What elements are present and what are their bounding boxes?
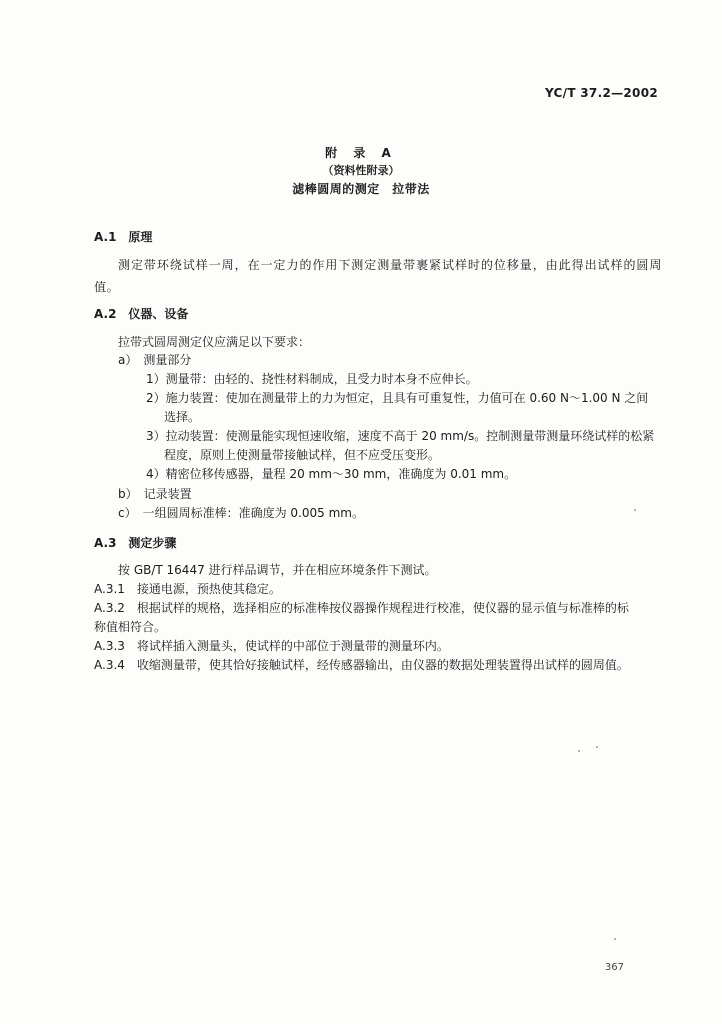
section-heading-a1: A.1 原理: [94, 230, 153, 244]
scan-speck: [596, 746, 598, 748]
step-a3-3: A.3.3 将试样插入测量头，使试样的中部位于测量带的测量环内。: [94, 639, 449, 653]
appendix-subject: 滤棒圆周的测定 拉带法: [292, 182, 430, 196]
scan-speck: [614, 938, 616, 940]
appendix-title: 附 录 A: [325, 146, 397, 160]
list-item-a3: 3）拉动装置：使测量能实现恒速收缩，速度不高于 20 mm/s。控制测量带测量环绕试样的松紧: [146, 429, 655, 443]
section-intro-a2: 拉带式圆周测定仪应满足以下要求：: [118, 335, 311, 349]
step-a3-2: A.3.2 根据试样的规格，选择相应的标准棒按仪器操作规程进行校准，使仪器的显示值与标准棒的标: [94, 601, 629, 615]
step-a3-1: A.3.1 接通电源，预热使其稳定。: [94, 582, 281, 596]
step-a3-4: A.3.4 收缩测量带，使其恰好接触试样，经传感器输出，由仪器的数据处理装置得出试样的圆周值。: [94, 658, 629, 672]
list-item-a2: 2）施力装置：使加在测量带上的力为恒定，且具有可重复性，力值可在 0.60 N～1.00 N 之间: [146, 391, 649, 405]
section-heading-a3: A.3 测定步骤: [94, 536, 177, 550]
list-item-a: a） 测量部分: [118, 353, 192, 367]
scan-speck: [578, 750, 580, 752]
section-heading-a2: A.2 仪器、设备: [94, 307, 189, 321]
scan-speck: [634, 509, 636, 511]
list-item-c: c） 一组圆周标准棒：准确度为 0.005 mm。: [118, 506, 364, 520]
list-item-a4: 4）精密位移传感器，量程 20 mm～30 mm，准确度为 0.01 mm。: [146, 467, 517, 481]
page-number: 367: [604, 962, 624, 973]
list-item-a1: 1）测量带：由轻的、挠性材料制成，且受力时本身不应伸长。: [146, 372, 478, 386]
section-intro-a3: 按 GB/T 16447 进行样品调节，并在相应环境条件下测试。: [118, 563, 437, 577]
list-item-a2-cont: 选择。: [164, 410, 201, 424]
list-item-b: b） 记录装置: [118, 487, 192, 501]
appendix-note: （资料性附录）: [322, 164, 400, 177]
step-a3-2-cont: 称值相符合。: [94, 620, 167, 634]
list-item-a3-cont: 程度，原则上使测量带接触试样，但不应受压变形。: [164, 448, 441, 462]
standard-number: YC/T 37.2—2002: [544, 86, 658, 100]
section-text-a1: 测定带环绕试样一周，在一定力的作用下测定测量带裹紧试样时的位移量，由此得出试样的圆周值。: [94, 258, 662, 294]
